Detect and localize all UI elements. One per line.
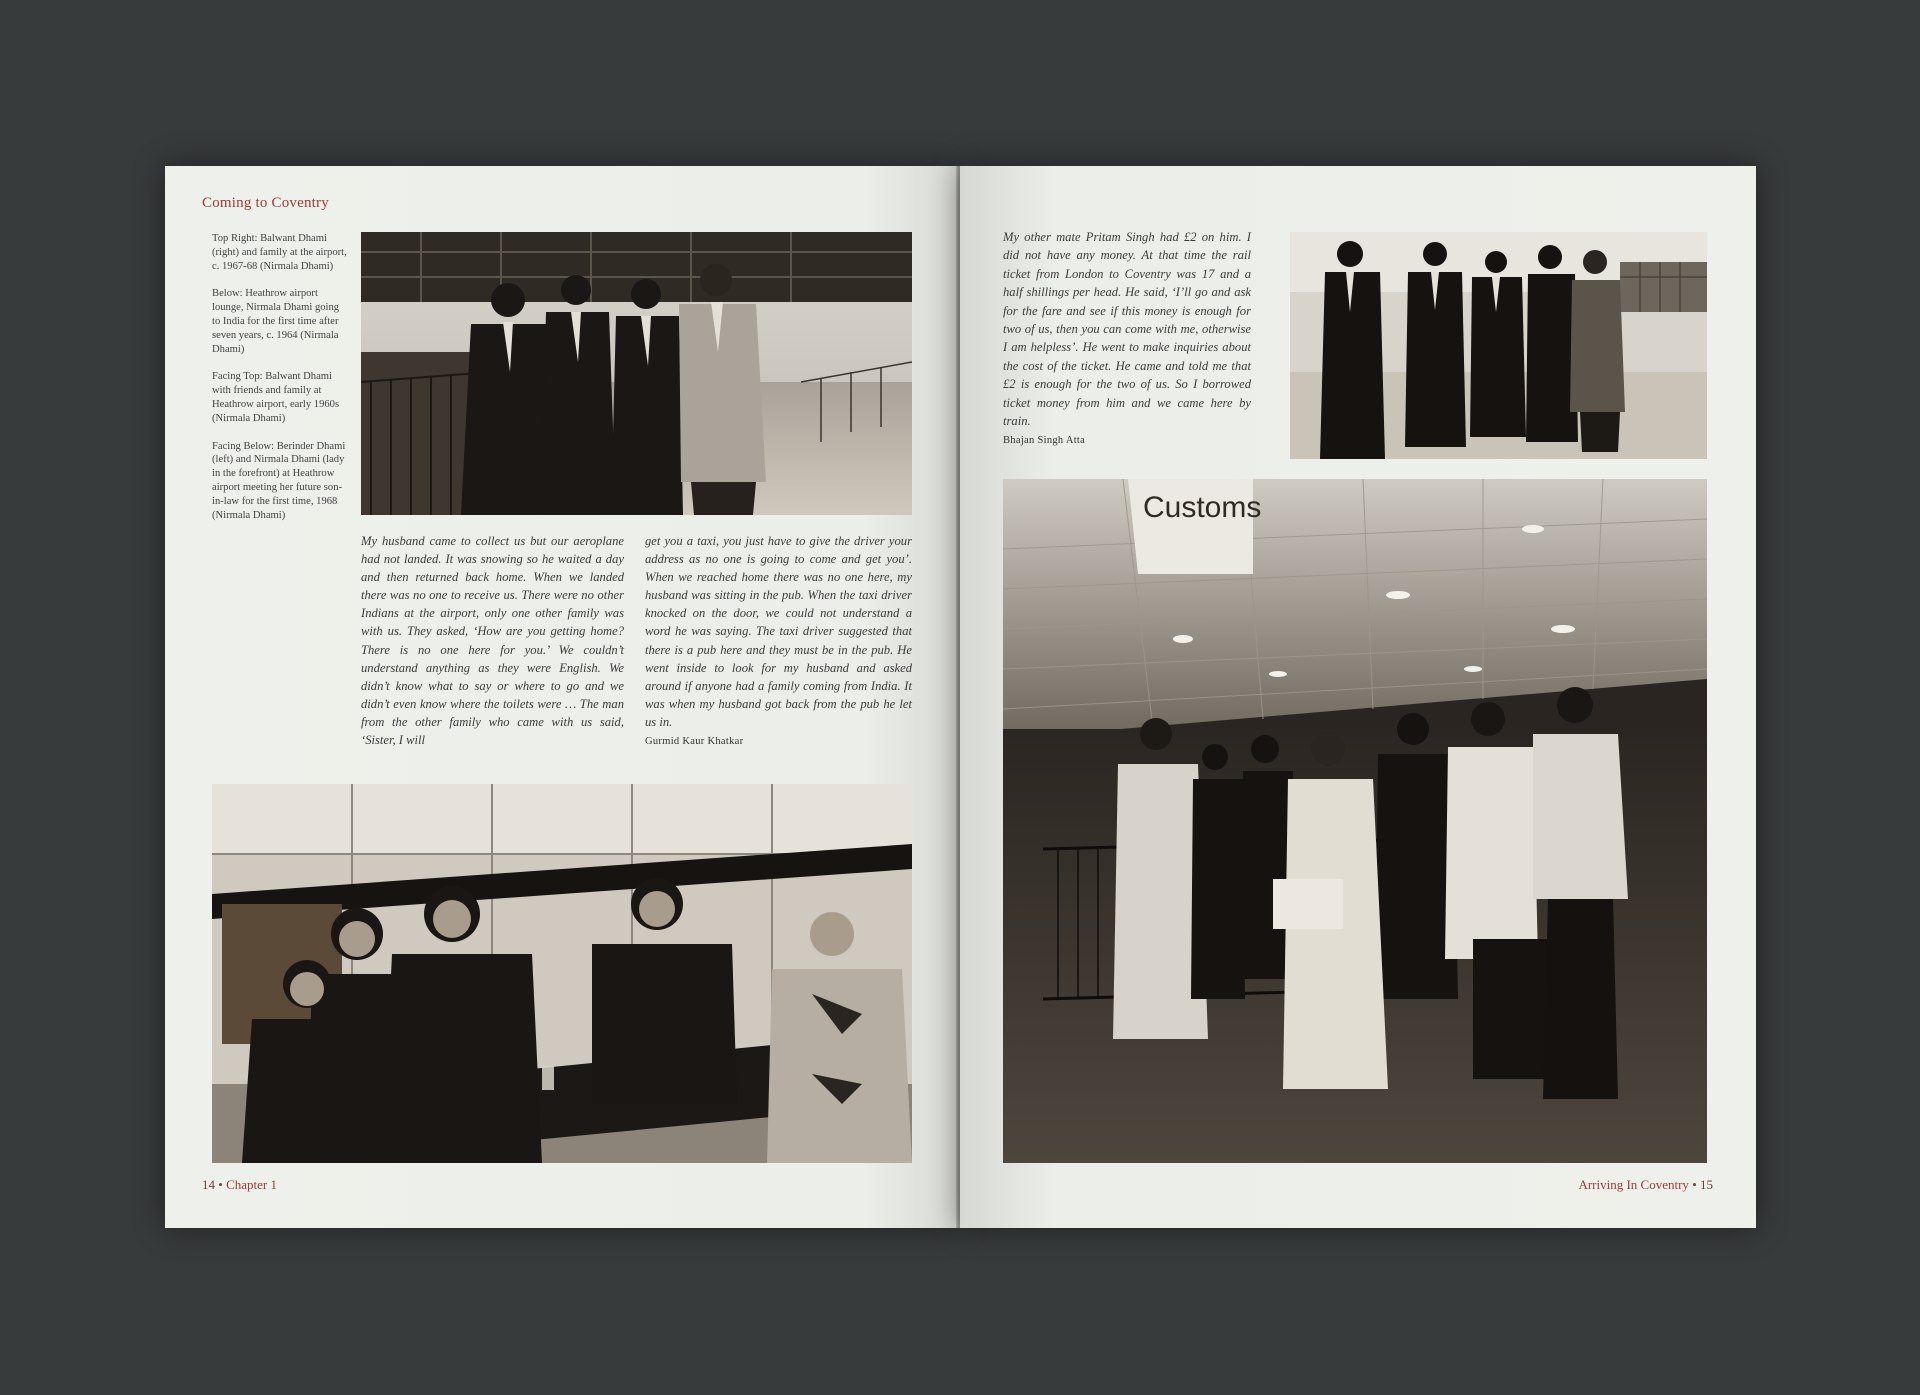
quote-right-text: My other mate Pritam Singh had £2 on him. I did not have any money. At that time the rail ticket from London to Coventry was 17 and a half shillings per head. He said, ‘I’ll go and ask for the fare and see if this money is enough for two of us, then you can come with me, otherwise I am helpless’. He went to make inquiries about the cost of the ticket. He came and told me that £2 is enough for the two of us. So I borrowed ticket money from him and we came here by train. [1003, 230, 1251, 429]
right-folio [1578, 1177, 1713, 1193]
photo-friends-heathrow-image [1290, 232, 1707, 459]
quote-right [1003, 228, 1251, 451]
book-spread [165, 166, 1756, 1228]
photo-men-at-airport [361, 232, 912, 515]
photo-customs-hall-image [1003, 479, 1707, 1163]
quote-attribution: Gurmid Kaur Khatkar [645, 736, 744, 748]
right-folio-separator: • [1692, 1177, 1697, 1192]
running-head: Coming to Coventry [202, 195, 329, 211]
quote-column-1-text: My husband came to collect us but our aeroplane had not landed. It was snowing so he waited a day and then returned back home. When we landed there was no one to receive us. There were no other Indians at the airport, only one other family was with us. They asked, ‘How are you getting home? There is no one here for you.’ We couldn’t understand anything as they were English. We didn’t know what to say or where to go and we didn’t even know where the toilets were … The man from the other family who came with us said, ‘Sister, I will [361, 534, 624, 748]
photo-men-at-airport-image [361, 232, 912, 515]
photo-airport-lounge-image [212, 784, 912, 1163]
photo-friends-heathrow [1290, 232, 1707, 459]
photo-customs-hall [1003, 479, 1707, 1163]
right-page [960, 166, 1756, 1228]
caption-facing-below: Facing Below: Berinder Dhami (left) and Nirmala Dhami (lady in the forefront) at Heathrow airport meeting her future son-in-law for the first time, 1968 (Nirmala Dhami) [212, 440, 346, 521]
customs-sign-text: Customs [1143, 491, 1262, 524]
quote-column-1 [361, 532, 624, 749]
quote-column-2-text: get you a taxi, you just have to give the driver your address as no one is going to come and get you’. When we reached home there was no one here, my husband was sitting in the pub. When the taxi driver knocked on the door, we could not understand a word he was saying. The taxi driver suggested that there is a pub here and they must be in the pub. He went inside to look for my husband and asked around if anyone had a family coming from India. It was when my husband got back from the pub he let us in. [645, 534, 912, 729]
caption-facing-top: Facing Top: Balwant Dhami with friends and family at Heathrow airport, early 1960s (Nirmala Dhami) [212, 371, 340, 424]
photo-captions [212, 232, 349, 536]
left-chapter-label: Chapter 1 [226, 1177, 277, 1192]
left-folio-separator: • [218, 1177, 223, 1192]
quote-column-2 [645, 532, 912, 751]
caption-below: Below: Heathrow airport lounge, Nirmala Dhami going to India for the first time after seven years, c. 1964 (Nirmala Dhami) [212, 288, 340, 355]
left-page-number: 14 [202, 1177, 215, 1192]
right-chapter-label: Arriving In Coventry [1578, 1177, 1689, 1192]
photo-airport-lounge [212, 784, 912, 1163]
caption-top-right: Top Right: Balwant Dhami (right) and family at the airport, c. 1967-68 (Nirmala Dhami) [212, 233, 347, 272]
left-page [165, 166, 958, 1228]
quote-right-attribution: Bhajan Singh Atta [1003, 435, 1086, 447]
right-page-number: 15 [1700, 1177, 1713, 1192]
left-folio [202, 1177, 277, 1193]
